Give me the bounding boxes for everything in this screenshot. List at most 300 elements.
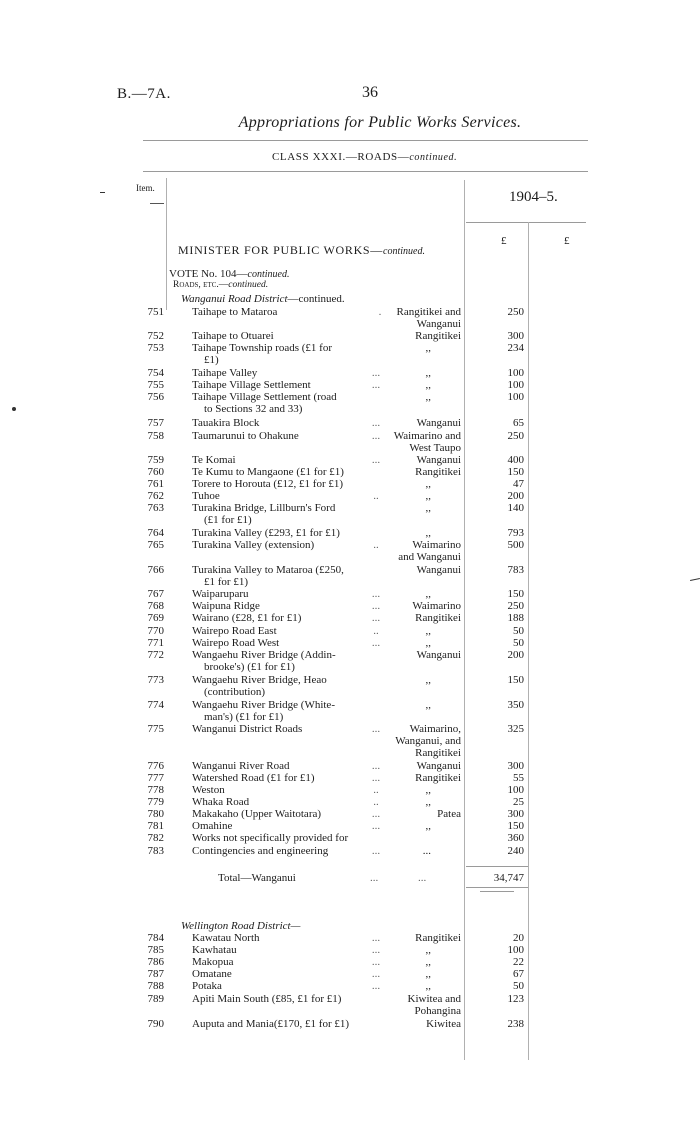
item-description bbox=[192, 588, 377, 600]
description-line: Torere to Horouta (£12, £1 for £1) bbox=[192, 478, 344, 490]
item-number: 781 bbox=[147, 820, 164, 832]
county-name bbox=[367, 980, 461, 992]
county-line: Wanganui bbox=[416, 318, 461, 330]
amount-value: 100 bbox=[507, 367, 524, 379]
item-number: 783 bbox=[147, 845, 164, 857]
county-name bbox=[367, 367, 461, 379]
item-column-header: Item. bbox=[136, 183, 155, 193]
county-name bbox=[367, 527, 461, 539]
county-line: ,, bbox=[425, 490, 431, 502]
county-name bbox=[367, 502, 461, 514]
item-number: 752 bbox=[147, 330, 164, 342]
total-leader-dots: ... bbox=[418, 872, 427, 884]
wellington-district-label: Wellington Road District— bbox=[181, 920, 301, 932]
leader-dots: ... bbox=[371, 845, 381, 857]
amount-value: 200 bbox=[507, 649, 524, 661]
minister-heading bbox=[178, 243, 425, 258]
item-description bbox=[192, 600, 377, 612]
county-name bbox=[367, 379, 461, 391]
description-line: Tuhoe bbox=[192, 490, 220, 502]
item-description bbox=[192, 478, 377, 490]
item-number: 773 bbox=[147, 674, 164, 686]
county-line: ,, bbox=[425, 674, 431, 686]
county-line: Waimarino bbox=[412, 539, 461, 551]
scan-speck bbox=[100, 192, 105, 193]
roads-label: Roads, etc.— bbox=[173, 280, 229, 290]
description-line: Omatane bbox=[192, 968, 232, 980]
description-line: Kawatau North bbox=[192, 932, 260, 944]
leader-dots: ... bbox=[371, 932, 381, 944]
total-leader-dots: ... bbox=[370, 872, 379, 884]
item-description bbox=[192, 466, 377, 478]
county-line: ,, bbox=[425, 784, 431, 796]
leader-dots: ... bbox=[371, 723, 381, 735]
county-name bbox=[367, 588, 461, 600]
roads-continued: continued. bbox=[228, 280, 269, 290]
description-line: Wangaehu River Bridge, Heao bbox=[192, 674, 327, 686]
currency-symbol-2: £ bbox=[564, 235, 570, 247]
item-description bbox=[192, 564, 377, 588]
county-line: ... bbox=[422, 845, 431, 857]
item-description bbox=[192, 796, 377, 808]
county-line: Patea bbox=[437, 808, 461, 820]
item-number: 762 bbox=[147, 490, 164, 502]
amount-column-right-rule bbox=[528, 222, 529, 1060]
leader-dots: ... bbox=[371, 944, 381, 956]
county-name bbox=[367, 417, 461, 429]
description-line: Makopua bbox=[192, 956, 234, 968]
amount-value: 123 bbox=[507, 993, 524, 1005]
county-line: Pohangina bbox=[414, 1005, 461, 1017]
item-description bbox=[192, 956, 377, 968]
item-description bbox=[192, 845, 377, 857]
description-line: (£1 for £1) bbox=[204, 514, 252, 526]
total-label: Total—Wanganui bbox=[218, 872, 296, 884]
item-description bbox=[192, 723, 377, 735]
item-number: 766 bbox=[147, 564, 164, 576]
county-line: Rangitikei bbox=[415, 772, 461, 784]
item-description bbox=[192, 539, 377, 551]
document-reference: B.—7A. bbox=[117, 86, 171, 102]
item-number: 765 bbox=[147, 539, 164, 551]
leader-dots: ... bbox=[371, 956, 381, 968]
leader-dots: ... bbox=[371, 379, 381, 391]
item-number: 778 bbox=[147, 784, 164, 796]
amount-value: 360 bbox=[507, 832, 524, 844]
county-name bbox=[367, 772, 461, 784]
county-name bbox=[367, 649, 461, 661]
county-line: Rangitikei bbox=[415, 612, 461, 624]
description-line: Wanganui District Roads bbox=[192, 723, 303, 735]
description-line: Auputa and Mania(£170, £1 for £1) bbox=[192, 1018, 350, 1030]
amount-value: 55 bbox=[513, 772, 524, 784]
county-name bbox=[367, 944, 461, 956]
item-description bbox=[192, 490, 377, 502]
amount-value: 150 bbox=[507, 674, 524, 686]
vote-heading bbox=[169, 268, 289, 280]
description-line: brooke's) (£1 for £1) bbox=[204, 661, 295, 673]
description-line: Turakina Bridge, Lillburn's Ford bbox=[192, 502, 336, 514]
description-line: Turakina Valley to Mataroa (£250, bbox=[192, 564, 344, 576]
item-number: 784 bbox=[147, 932, 164, 944]
county-name bbox=[367, 430, 461, 454]
county-line: ,, bbox=[425, 588, 431, 600]
item-number: 767 bbox=[147, 588, 164, 600]
amount-value: 150 bbox=[507, 588, 524, 600]
amount-value: 250 bbox=[507, 306, 524, 318]
leader-dots: .. bbox=[373, 539, 379, 551]
amount-value: 188 bbox=[507, 612, 524, 624]
item-number: 764 bbox=[147, 527, 164, 539]
amount-value: 65 bbox=[513, 417, 524, 429]
county-line: ,, bbox=[425, 820, 431, 832]
item-description bbox=[192, 527, 377, 539]
item-description bbox=[192, 391, 377, 415]
amount-value: 200 bbox=[507, 490, 524, 502]
county-name bbox=[367, 956, 461, 968]
county-name bbox=[367, 490, 461, 502]
description-line: Turakina Valley (£293, £1 for £1) bbox=[192, 527, 340, 539]
leader-dots: .. bbox=[373, 490, 379, 502]
item-number: 763 bbox=[147, 502, 164, 514]
amount-value: 25 bbox=[513, 796, 524, 808]
currency-symbol-1: £ bbox=[501, 235, 507, 247]
item-number: 777 bbox=[147, 772, 164, 784]
item-description bbox=[192, 649, 377, 673]
description-line: Turakina Valley (extension) bbox=[192, 539, 315, 551]
table-top-rule bbox=[143, 171, 588, 172]
county-line: ,, bbox=[425, 367, 431, 379]
item-description bbox=[192, 699, 377, 723]
amount-value: 140 bbox=[507, 502, 524, 514]
county-name bbox=[367, 454, 461, 466]
description-line: (contribution) bbox=[204, 686, 266, 698]
amount-value: 100 bbox=[507, 391, 524, 403]
leader-dots: ... bbox=[371, 820, 381, 832]
description-line: Te Komai bbox=[192, 454, 236, 466]
item-description bbox=[192, 430, 377, 442]
leader-dots: ... bbox=[371, 454, 381, 466]
leader-dots: ... bbox=[371, 417, 381, 429]
county-line: Rangitikei bbox=[415, 466, 461, 478]
amount-value: 500 bbox=[507, 539, 524, 551]
county-name bbox=[367, 1018, 461, 1030]
county-line: ,, bbox=[425, 391, 431, 403]
county-line: ,, bbox=[425, 699, 431, 711]
amount-value: 150 bbox=[507, 820, 524, 832]
item-number: 751 bbox=[147, 306, 164, 318]
description-line: Taumarunui to Ohakune bbox=[192, 430, 299, 442]
item-number: 770 bbox=[147, 625, 164, 637]
description-line: man's) (£1 for £1) bbox=[204, 711, 284, 723]
description-line: Taihape Village Settlement (road bbox=[192, 391, 337, 403]
item-number: 753 bbox=[147, 342, 164, 354]
scan-speck bbox=[690, 578, 700, 581]
county-name bbox=[367, 845, 461, 857]
item-description bbox=[192, 1018, 377, 1030]
amount-value: 238 bbox=[507, 1018, 524, 1030]
amount-value: 47 bbox=[513, 478, 524, 490]
item-number: 768 bbox=[147, 600, 164, 612]
item-number: 754 bbox=[147, 367, 164, 379]
amount-value: 100 bbox=[507, 784, 524, 796]
item-number: 790 bbox=[147, 1018, 164, 1030]
total-top-rule bbox=[466, 866, 528, 867]
county-line: ,, bbox=[425, 980, 431, 992]
scan-speck bbox=[12, 407, 16, 411]
county-line: ,, bbox=[425, 944, 431, 956]
county-name bbox=[367, 637, 461, 649]
leader-dots: ... bbox=[371, 637, 381, 649]
county-name bbox=[367, 784, 461, 796]
description-line: Taihape Valley bbox=[192, 367, 258, 379]
item-description bbox=[192, 944, 377, 956]
county-line: Wanganui bbox=[416, 454, 461, 466]
item-description bbox=[192, 502, 377, 526]
vote-label: VOTE No. 104— bbox=[169, 268, 248, 280]
item-number: 756 bbox=[147, 391, 164, 403]
year-column-header: 1904–5. bbox=[509, 189, 558, 205]
item-number: 780 bbox=[147, 808, 164, 820]
minister-continued: continued. bbox=[383, 246, 425, 257]
amount-value: 50 bbox=[513, 637, 524, 649]
item-number: 788 bbox=[147, 980, 164, 992]
leader-dots: ... bbox=[371, 808, 381, 820]
year-header-rule bbox=[466, 222, 586, 223]
item-number: 789 bbox=[147, 993, 164, 1005]
item-description bbox=[192, 417, 377, 429]
county-line: Wanganui, and bbox=[395, 735, 461, 747]
description-line: Waiparuparu bbox=[192, 588, 249, 600]
county-line: ,, bbox=[425, 637, 431, 649]
leader-dots: ... bbox=[371, 430, 381, 442]
county-line: ,, bbox=[425, 379, 431, 391]
wanganui-district-continued: —continued. bbox=[287, 293, 345, 305]
leader-dots: . bbox=[378, 306, 382, 318]
county-name bbox=[367, 820, 461, 832]
description-line: £1 for £1) bbox=[204, 576, 248, 588]
county-name bbox=[367, 330, 461, 342]
page-title: Appropriations for Public Works Services. bbox=[238, 114, 522, 131]
county-line: Waimarino, bbox=[409, 723, 461, 735]
description-line: Waipuna Ridge bbox=[192, 600, 260, 612]
amount-value: 350 bbox=[507, 699, 524, 711]
description-line: Wairepo Road West bbox=[192, 637, 280, 649]
item-number: 759 bbox=[147, 454, 164, 466]
item-number: 761 bbox=[147, 478, 164, 490]
page-number: 36 bbox=[362, 84, 378, 101]
item-number: 779 bbox=[147, 796, 164, 808]
item-description bbox=[192, 330, 377, 342]
county-line: ,, bbox=[425, 502, 431, 514]
item-number: 782 bbox=[147, 832, 164, 844]
item-number: 776 bbox=[147, 760, 164, 772]
county-name bbox=[367, 968, 461, 980]
title-rule bbox=[143, 140, 588, 141]
item-description bbox=[192, 760, 377, 772]
county-line: Rangitikei bbox=[415, 932, 461, 944]
amount-value: 793 bbox=[507, 527, 524, 539]
item-number: 769 bbox=[147, 612, 164, 624]
county-line: ,, bbox=[425, 478, 431, 490]
county-line: Waimarino and bbox=[393, 430, 461, 442]
county-line: ,, bbox=[425, 956, 431, 968]
county-name bbox=[367, 391, 461, 403]
leader-dots: ... bbox=[371, 367, 381, 379]
amount-value: 100 bbox=[507, 944, 524, 956]
item-description bbox=[192, 980, 377, 992]
description-line: Taihape to Otuarei bbox=[192, 330, 274, 342]
description-line: Omahine bbox=[192, 820, 233, 832]
county-line: ,, bbox=[425, 527, 431, 539]
county-name bbox=[367, 932, 461, 944]
item-description bbox=[192, 612, 377, 624]
amount-column-left-rule bbox=[464, 180, 465, 1060]
amount-value: 400 bbox=[507, 454, 524, 466]
item-number: 774 bbox=[147, 699, 164, 711]
description-line: Weston bbox=[192, 784, 225, 796]
description-line: Apiti Main South (£85, £1 for £1) bbox=[192, 993, 342, 1005]
county-line: Kiwitea bbox=[426, 1018, 461, 1030]
amount-value: 100 bbox=[507, 379, 524, 391]
total-value: 34,747 bbox=[493, 872, 524, 884]
item-description bbox=[192, 820, 377, 832]
item-number: 758 bbox=[147, 430, 164, 442]
wellington-district-heading bbox=[181, 920, 300, 932]
county-name bbox=[367, 993, 461, 1017]
county-line: Rangitikei bbox=[415, 330, 461, 342]
county-line: Wanganui bbox=[416, 760, 461, 772]
item-description bbox=[192, 379, 377, 391]
leader-dots: .. bbox=[373, 625, 379, 637]
county-name bbox=[367, 466, 461, 478]
amount-value: 240 bbox=[507, 845, 524, 857]
leader-dots: ... bbox=[371, 588, 381, 600]
item-description bbox=[192, 968, 377, 980]
county-line: Wanganui bbox=[416, 417, 461, 429]
description-line: Whaka Road bbox=[192, 796, 250, 808]
amount-value: 22 bbox=[513, 956, 524, 968]
description-line: Tauakira Block bbox=[192, 417, 260, 429]
description-line: Wangaehu River Bridge (Addin- bbox=[192, 649, 336, 661]
county-line: West Taupo bbox=[409, 442, 461, 454]
description-line: Wairano (£28, £1 for £1) bbox=[192, 612, 302, 624]
description-line: Potaka bbox=[192, 980, 222, 992]
total-bottom-rule bbox=[466, 887, 528, 888]
item-number: 785 bbox=[147, 944, 164, 956]
item-header-underline bbox=[150, 203, 164, 204]
county-name bbox=[367, 564, 461, 576]
item-number: 787 bbox=[147, 968, 164, 980]
amount-value: 250 bbox=[507, 430, 524, 442]
county-line: ,, bbox=[425, 342, 431, 354]
county-name bbox=[367, 342, 461, 354]
wanganui-district-label: Wanganui Road District bbox=[181, 293, 288, 305]
description-line: Contingencies and engineering bbox=[192, 845, 329, 857]
item-description bbox=[192, 808, 377, 820]
amount-value: 300 bbox=[507, 330, 524, 342]
amount-value: 325 bbox=[507, 723, 524, 735]
county-name bbox=[367, 674, 461, 686]
description-line: Works not specifically provided for bbox=[192, 832, 349, 844]
leader-dots: ... bbox=[371, 968, 381, 980]
class-continued: continued. bbox=[409, 152, 458, 163]
leader-dots: ... bbox=[371, 760, 381, 772]
county-name bbox=[367, 796, 461, 808]
county-line: and Wanganui bbox=[398, 551, 461, 563]
county-name bbox=[367, 625, 461, 637]
amount-value: 20 bbox=[513, 932, 524, 944]
amount-value: 300 bbox=[507, 808, 524, 820]
county-line: Kiwitea and bbox=[407, 993, 461, 1005]
county-line: ,, bbox=[425, 968, 431, 980]
county-name bbox=[367, 306, 461, 330]
description-line: Wanganui River Road bbox=[192, 760, 290, 772]
class-label: CLASS XXXI.—ROADS— bbox=[272, 151, 410, 163]
leader-dots: ... bbox=[371, 612, 381, 624]
wanganui-district-heading bbox=[181, 293, 345, 305]
item-number: 775 bbox=[147, 723, 164, 735]
item-description bbox=[192, 342, 377, 366]
amount-value: 234 bbox=[507, 342, 524, 354]
description-line: Wangaehu River Bridge (White- bbox=[192, 699, 335, 711]
amount-value: 783 bbox=[507, 564, 524, 576]
county-name bbox=[367, 699, 461, 711]
vote-continued: continued. bbox=[247, 269, 290, 280]
amount-value: 300 bbox=[507, 760, 524, 772]
item-number: 760 bbox=[147, 466, 164, 478]
description-line: Taihape to Mataroa bbox=[192, 306, 278, 318]
item-description bbox=[192, 367, 377, 379]
leader-dots: ... bbox=[371, 980, 381, 992]
county-line: Wanganui bbox=[416, 649, 461, 661]
county-name bbox=[367, 539, 461, 563]
item-description bbox=[192, 993, 377, 1005]
description-line: Watershed Road (£1 for £1) bbox=[192, 772, 315, 784]
county-name bbox=[367, 478, 461, 490]
county-name bbox=[367, 600, 461, 612]
county-name bbox=[367, 760, 461, 772]
county-name bbox=[367, 808, 461, 820]
description-line: to Sections 32 and 33) bbox=[204, 403, 303, 415]
description-line: Te Kumu to Mangaone (£1 for £1) bbox=[192, 466, 344, 478]
class-heading bbox=[272, 151, 457, 163]
item-description bbox=[192, 454, 377, 466]
amount-value: 67 bbox=[513, 968, 524, 980]
county-line: Rangitikei bbox=[415, 747, 461, 759]
item-description bbox=[192, 772, 377, 784]
amount-value: 150 bbox=[507, 466, 524, 478]
item-description bbox=[192, 625, 377, 637]
description-line: £1) bbox=[204, 354, 219, 366]
item-description bbox=[192, 784, 377, 796]
roads-heading bbox=[173, 280, 268, 290]
item-number: 772 bbox=[147, 649, 164, 661]
county-name bbox=[367, 612, 461, 624]
item-description bbox=[192, 306, 377, 318]
item-column-rule bbox=[166, 178, 167, 310]
description-line: Makakaho (Upper Waitotara) bbox=[192, 808, 322, 820]
county-line: ,, bbox=[425, 625, 431, 637]
county-line: Waimarino bbox=[412, 600, 461, 612]
amount-value: 50 bbox=[513, 980, 524, 992]
county-line: ,, bbox=[425, 796, 431, 808]
description-line: Wairepo Road East bbox=[192, 625, 277, 637]
minister-label: MINISTER FOR PUBLIC WORKS— bbox=[178, 243, 384, 257]
description-line: Taihape Village Settlement bbox=[192, 379, 311, 391]
leader-dots: .. bbox=[373, 796, 379, 808]
item-number: 786 bbox=[147, 956, 164, 968]
